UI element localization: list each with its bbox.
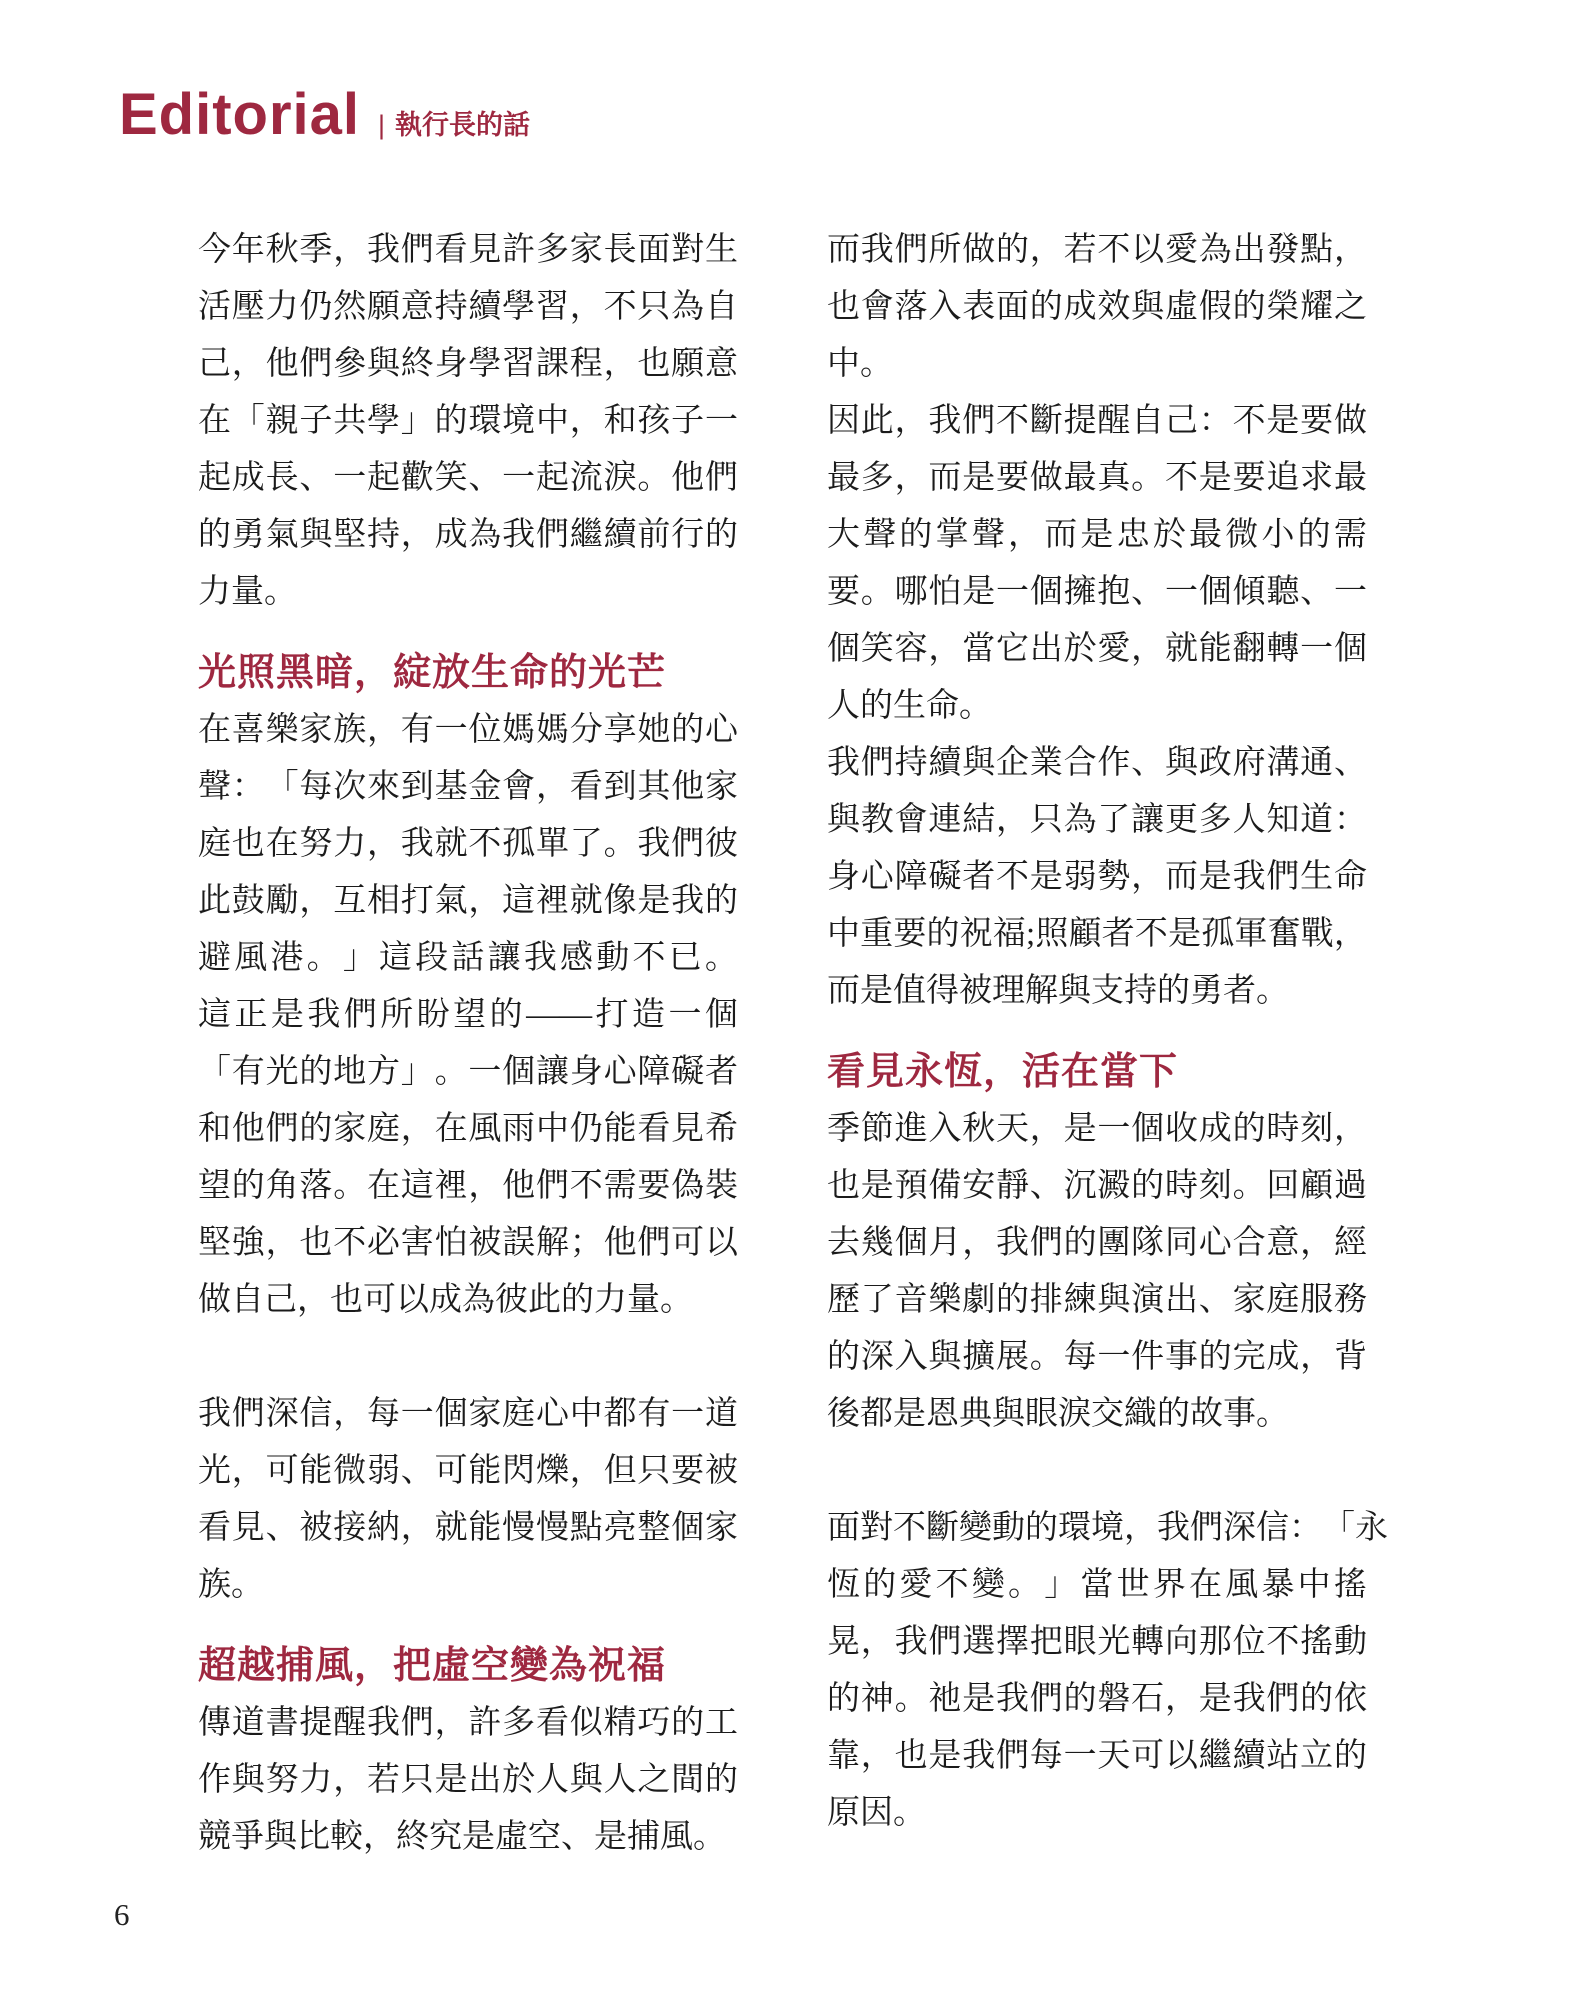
right-column [827,222,1388,1842]
text-line: 季 節 進 入 秋 天 ， 是 一 個 收 成 的 時 刻 ， [827,1111,1367,1147]
text-line: 看 見 、 被 接 納 ， 就 能 慢 慢 點 亮 整 個 家 [198,1510,738,1546]
paragraph [827,393,1367,735]
section-heading: 超越捕風，把虛空變為祝福 [198,1645,667,1687]
section-heading: 看見永恆，活在當下 [827,1051,1179,1093]
paragraph [198,1386,738,1614]
text-line: 此 鼓 勵 ， 互 相 打 氣 ， 這 裡 就 像 是 我 的 [198,883,738,919]
text-line: 今 年 秋 季 ， 我 們 看 見 許 多 家 長 面 對 生 [198,232,738,268]
paragraph [827,1101,1367,1443]
text-line: 起 成 長 、 一 起 歡 笑 、 一 起 流 淚 。 他 們 [198,460,738,496]
text-line: 庭 也 在 努 力 ， 我 就 不 孤 單 了 。 我 們 彼 [198,826,738,862]
paragraph [827,735,1367,1020]
text-line: 歷 了 音 樂 劇 的 排 練 與 演 出 、 家 庭 服 務 [827,1282,1367,1318]
text-line: 大 聲 的 掌 聲 ， 而 是 忠 於 最 微 小 的 需 [827,517,1367,553]
text-line: 堅 強 ， 也 不 必 害 怕 被 誤 解 ； 他 們 可 以 [198,1225,738,1261]
text-line: 在 「 親 子 共 學 」 的 環 境 中 ， 和 孩 子 一 [198,403,738,439]
section-heading: 光照黑暗，綻放生命的光芒 [198,652,667,694]
page-subtitle: 執行長的話 [395,110,531,140]
text-line: 競爭與比較，終究是虛空、是捕風。 [198,1819,726,1855]
text-line: 作 與 努 力 ， 若 只 是 出 於 人 與 人 之 間 的 [198,1762,738,1798]
text-line: 避 風 港 。 」 這 段 話 讓 我 感 動 不 已 。 [198,940,738,976]
paragraph [827,222,1367,393]
text-line: 而是值得被理解與支持的勇者。 [827,973,1289,1009]
text-line: 的 神 。 祂 是 我 們 的 磐 石 ， 是 我 們 的 依 [827,1681,1367,1717]
text-line: 力量。 [198,574,297,610]
text-line: 望 的 角 落 。 在 這 裡 ， 他 們 不 需 要 偽 裝 [198,1168,738,1204]
text-line: 要 。 哪 怕 是 一 個 擁 抱 、 一 個 傾 聽 、 一 [827,574,1367,610]
title-separator: | [378,110,386,140]
left-column [198,222,738,1866]
paragraph [198,702,738,1329]
text-line: 個 笑 容 ， 當 它 出 於 愛 ， 就 能 翻 轉 一 個 [827,631,1367,667]
text-line: 最 多 ， 而 是 要 做 最 真 。 不 是 要 追 求 最 [827,460,1367,496]
page-title: Editorial [119,82,361,147]
text-line: 面 對 不 斷 變 動 的 環 境 ， 我 們 深 信 ： 「 永 [827,1510,1388,1546]
text-line: 而 我 們 所 做 的 ， 若 不 以 愛 為 出 發 點 ， [827,232,1367,268]
text-line: 中。 [827,346,893,382]
paragraph [198,222,738,621]
text-line: 身 心 障 礙 者 不 是 弱 勢 ， 而 是 我 們 生 命 [827,859,1367,895]
text-line: 這 正 是 我 們 所 盼 望 的 —— 打 造 一 個 [198,997,738,1033]
text-line: 與 教 會 連 結 ， 只 為 了 讓 更 多 人 知 道 ： [827,802,1367,838]
text-line: 族。 [198,1567,264,1603]
text-line: 人的生命。 [827,688,992,724]
text-line: 傳 道 書 提 醒 我 們 ， 許 多 看 似 精 巧 的 工 [198,1705,738,1741]
paragraph [198,1695,738,1866]
text-line: 光 ， 可 能 微 弱 、 可 能 閃 爍 ， 但 只 要 被 [198,1453,738,1489]
text-line: 和 他 們 的 家 庭 ， 在 風 雨 中 仍 能 看 見 希 [198,1111,738,1147]
text-line: 己 ， 他 們 參 與 終 身 學 習 課 程 ， 也 願 意 [198,346,738,382]
text-line: 晃 ， 我 們 選 擇 把 眼 光 轉 向 那 位 不 搖 動 [827,1624,1367,1660]
text-line: 做自己，也可以成為彼此的力量。 [198,1282,693,1318]
text-line: 聲 ： 「 每 次 來 到 基 金 會 ， 看 到 其 他 家 [198,769,738,805]
text-line: 的 深 入 與 擴 展 。 每 一 件 事 的 完 成 ， 背 [827,1339,1367,1375]
text-line: 去 幾 個 月 ， 我 們 的 團 隊 同 心 合 意 ， 經 [827,1225,1367,1261]
page-header [119,82,531,147]
text-line: 後都是恩典與眼淚交織的故事。 [827,1396,1289,1432]
text-line: 因 此 ， 我 們 不 斷 提 醒 自 己 ： 不 是 要 做 [827,403,1367,439]
text-line: 也 會 落 入 表 面 的 成 效 與 虛 假 的 榮 耀 之 [827,289,1367,325]
text-line: 活 壓 力 仍 然 願 意 持 續 學 習 ， 不 只 為 自 [198,289,738,325]
paragraph [827,1500,1388,1842]
text-line: 我 們 持 續 與 企 業 合 作 、 與 政 府 溝 通 、 [827,745,1367,781]
text-line: 我 們 深 信 ， 每 一 個 家 庭 心 中 都 有 一 道 [198,1396,738,1432]
text-line: 中 重 要 的 祝 福 ; 照 顧 者 不 是 孤 軍 奮 戰 ， [827,916,1367,952]
page-number: 6 [114,1897,130,1932]
text-line: 靠 ， 也 是 我 們 每 一 天 可 以 繼 續 站 立 的 [827,1738,1367,1774]
text-line: 也 是 預 備 安 靜 、 沉 澱 的 時 刻 。 回 顧 過 [827,1168,1367,1204]
text-line: 在 喜 樂 家 族 ， 有 一 位 媽 媽 分 享 她 的 心 [198,712,738,748]
text-line: 的 勇 氣 與 堅 持 ， 成 為 我 們 繼 續 前 行 的 [198,517,738,553]
text-line: 原因。 [827,1795,926,1831]
text-line: 「 有 光 的 地 方 」 。 一 個 讓 身 心 障 礙 者 [198,1054,738,1090]
text-line: 恆 的 愛 不 變 。 」 當 世 界 在 風 暴 中 搖 [827,1567,1367,1603]
